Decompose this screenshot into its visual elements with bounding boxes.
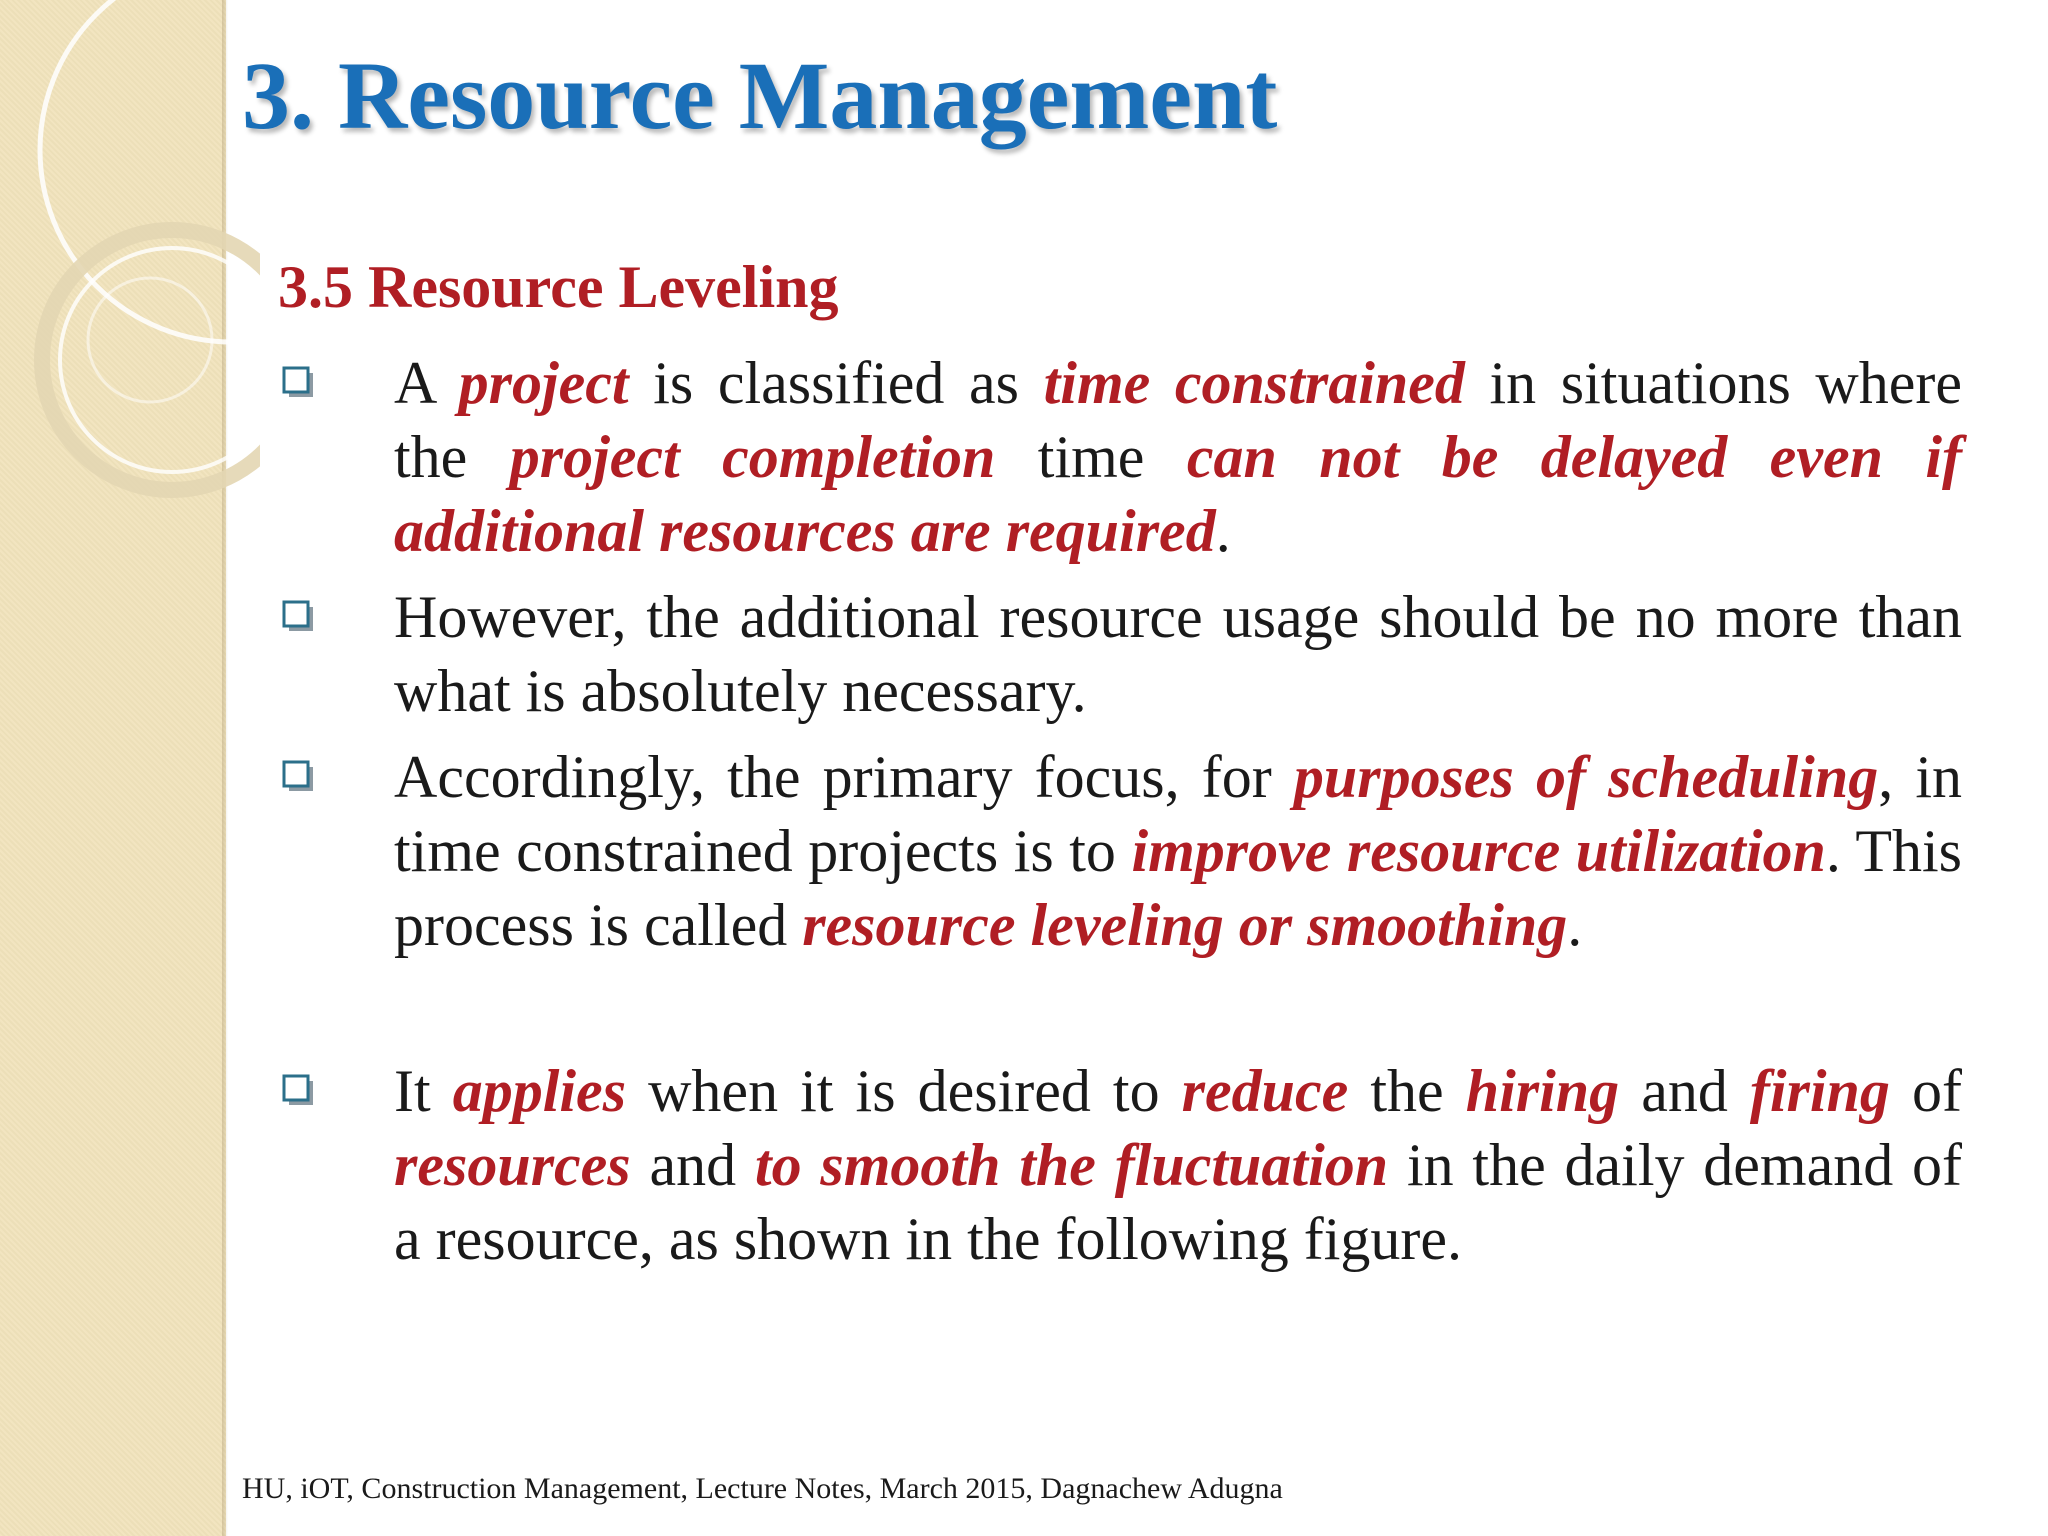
checkbox-square-icon	[282, 1074, 316, 1108]
text-run: in situations where the	[394, 350, 1962, 490]
text-run: However, the additional resource usage should be no more than what is absolutely necessary.	[394, 584, 1962, 724]
text-run: . This process is called	[394, 818, 1962, 958]
text-run: of	[1889, 1058, 1962, 1124]
highlighted-term: resources	[394, 1132, 631, 1198]
highlighted-term: hiring	[1465, 1058, 1620, 1124]
highlighted-term: firing	[1749, 1058, 1890, 1124]
text-run: .	[1567, 892, 1583, 958]
text-run: in the daily demand of a resource, as shown in the following figure.	[394, 1132, 1963, 1272]
text-run: when it is desired to	[626, 1058, 1182, 1124]
checkbox-square-icon	[282, 760, 316, 794]
highlighted-term: time constrained	[1043, 350, 1465, 416]
highlighted-term: project	[458, 350, 629, 416]
bullet-text	[394, 346, 1962, 568]
text-run: time	[995, 424, 1187, 490]
decorative-rings	[0, 0, 260, 560]
bullet-text	[394, 1054, 1962, 1276]
highlighted-term: improve resource utilization	[1131, 818, 1826, 884]
text-run: and	[630, 1132, 755, 1198]
highlighted-term: project completion	[509, 424, 996, 490]
highlighted-term: purposes of scheduling	[1293, 744, 1879, 810]
text-run: is classified as	[628, 350, 1044, 416]
text-run: .	[1215, 498, 1231, 564]
bullet-text	[394, 580, 1962, 728]
bullet-text	[394, 740, 1962, 962]
highlighted-term: reduce	[1181, 1058, 1349, 1124]
highlighted-term: can not be delayed even if additional resources are required	[394, 424, 1963, 564]
text-run: , in time constrained projects is to	[394, 744, 1963, 884]
slide-title: 3. Resource Management	[242, 42, 1278, 149]
checkbox-square-icon	[282, 600, 316, 634]
footer-credit: HU, iOT, Construction Management, Lecture Notes, March 2015, Dagnachew Adugna	[242, 1472, 1283, 1505]
text-run: Accordingly, the primary focus, for	[394, 744, 1294, 810]
text-run: It	[394, 1058, 453, 1124]
highlighted-term: applies	[452, 1058, 627, 1124]
text-run: and	[1619, 1058, 1750, 1124]
text-run: the	[1348, 1058, 1466, 1124]
section-heading: 3.5 Resource Leveling	[278, 254, 839, 320]
highlighted-term: resource leveling or smoothing	[802, 892, 1568, 958]
checkbox-square-icon	[282, 366, 316, 400]
text-run: A	[394, 350, 459, 416]
highlighted-term: to smooth the fluctuation	[754, 1132, 1389, 1198]
